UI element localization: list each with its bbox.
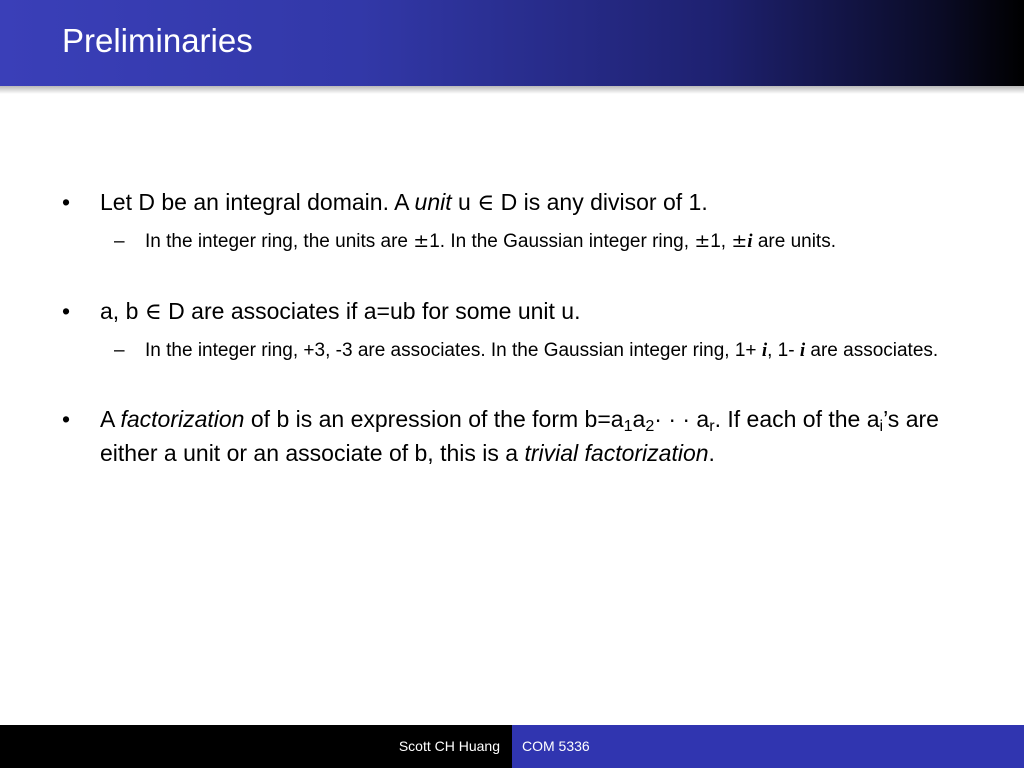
imaginary-unit: i — [799, 340, 806, 361]
dash-marker: – — [114, 340, 125, 361]
term-unit: unit — [414, 189, 452, 215]
element-of-symbol: ∈ — [144, 299, 162, 325]
text: 1, — [710, 231, 732, 252]
plus-minus-symbol: ± — [731, 230, 748, 252]
term-factorization: factorization — [120, 406, 245, 432]
text: . If each of the a — [714, 406, 880, 432]
plus-minus-symbol: ± — [413, 230, 430, 252]
text: , 1- — [767, 340, 800, 361]
footer-course: COM 5336 — [522, 738, 590, 754]
imaginary-unit: i — [761, 340, 768, 361]
subscript: 2 — [645, 417, 655, 436]
bullet-marker: • — [62, 406, 71, 432]
imaginary-unit: i — [747, 231, 753, 252]
element-of-symbol: ∈ — [477, 190, 495, 216]
text: ’s are either a unit or an associate of b, this is a — [100, 406, 939, 466]
bullet-associates-definition — [62, 294, 970, 329]
term-trivial-factorization: trivial factorization — [524, 440, 709, 466]
subscript: r — [709, 417, 715, 436]
sub-bullet-associates-example — [114, 336, 965, 365]
dash-marker: – — [114, 231, 125, 252]
slide-title: Preliminaries — [62, 22, 253, 59]
text: In the integer ring, +3, -3 are associates. In the Gaussian integer ring, 1+ — [145, 340, 762, 361]
text: are units. — [752, 231, 836, 252]
bullet-marker: • — [62, 298, 71, 324]
text: a — [632, 406, 646, 432]
text: 1. In the Gaussian integer ring, — [429, 231, 695, 252]
bullet-factorization-definition — [62, 402, 970, 470]
bullet-marker: • — [62, 189, 71, 215]
sub-bullet-units-example — [114, 227, 965, 256]
text: D is any divisor of 1. — [494, 189, 708, 215]
text: of b is an expression of the form b=a — [244, 406, 624, 432]
text: a, b — [100, 298, 145, 324]
text: D are associates if a=ub for some unit u. — [161, 298, 581, 324]
title-bar-shadow — [0, 86, 1024, 94]
footer-course-panel — [512, 725, 1024, 768]
text: . — [708, 440, 715, 466]
text: u — [451, 189, 478, 215]
plus-minus-symbol: ± — [694, 230, 711, 252]
text: In the integer ring, the units are — [145, 231, 414, 252]
text: Let D be an integral domain. A — [100, 189, 415, 215]
subscript: i — [879, 417, 884, 436]
footer-author-panel — [0, 725, 512, 768]
text: are associates. — [805, 340, 939, 361]
title-bar — [0, 0, 1024, 86]
footer-author: Scott CH Huang — [398, 738, 500, 754]
text: · · · a — [654, 406, 710, 432]
text: A — [100, 406, 121, 432]
bullet-unit-definition — [62, 185, 970, 220]
subscript: 1 — [623, 417, 633, 436]
